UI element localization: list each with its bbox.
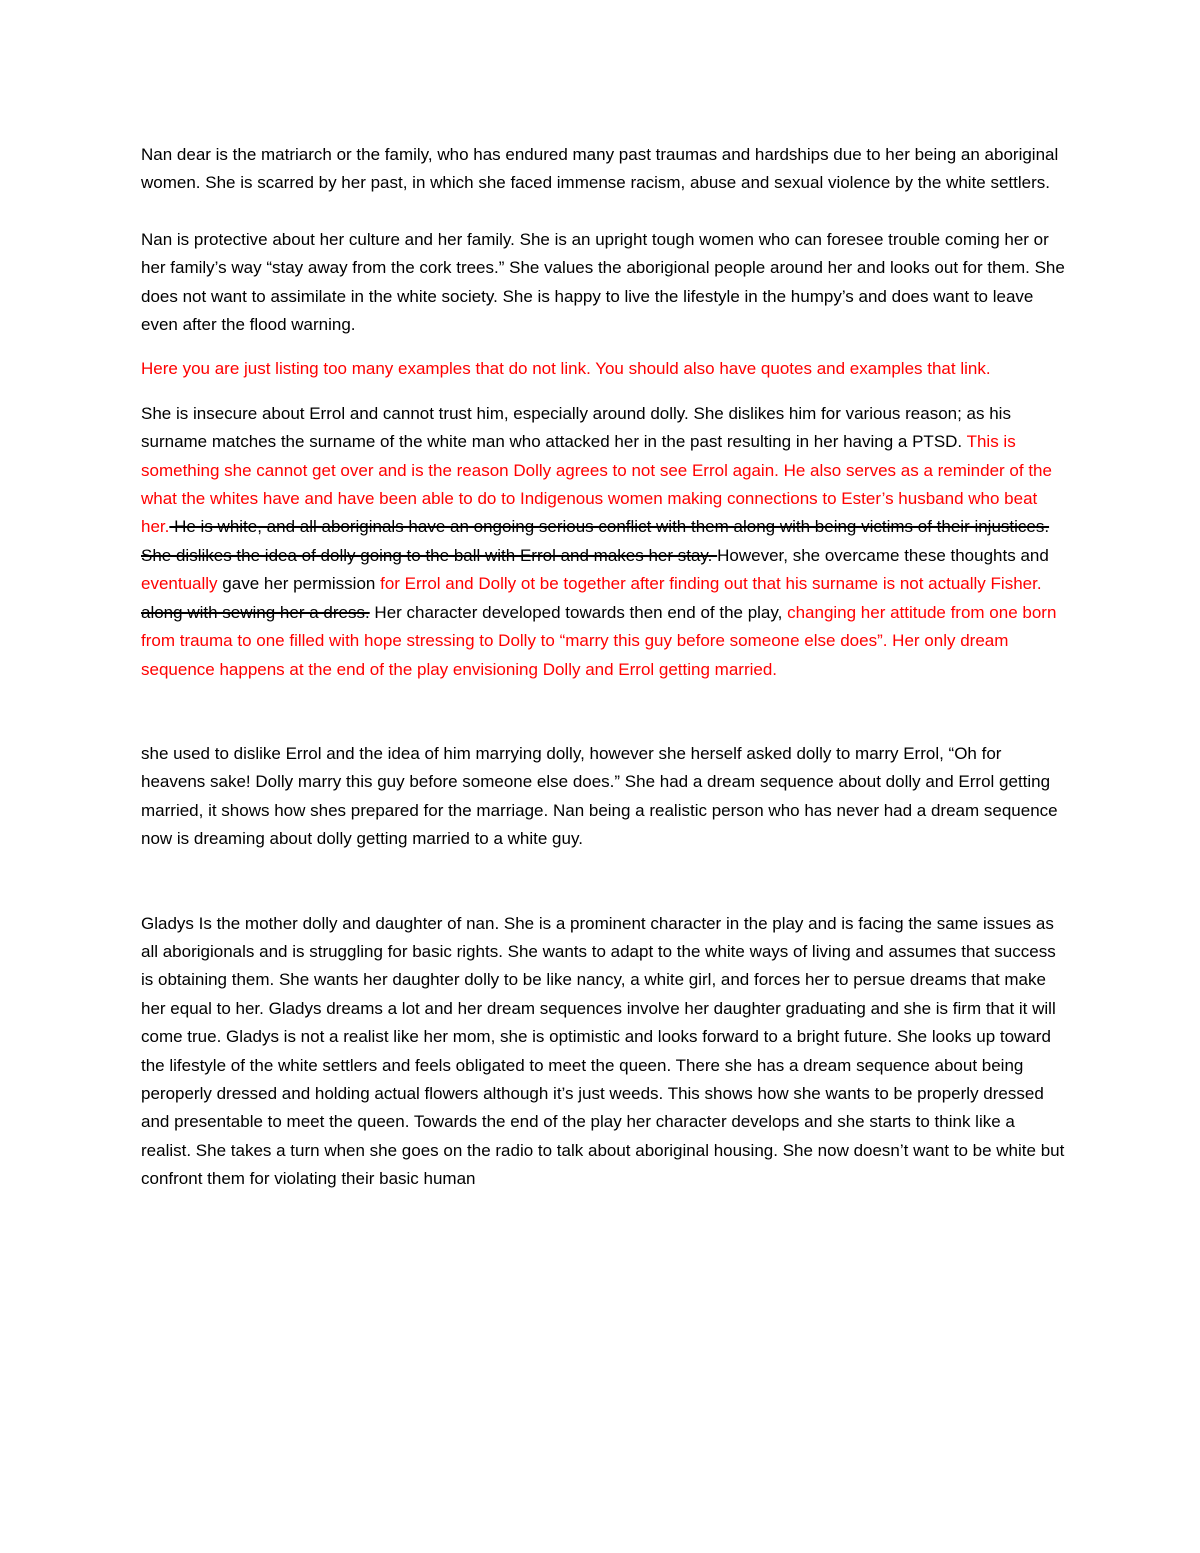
- comment-run: for Errol and Dolly ot be together after finding out that his surname is not actually Fisher.: [380, 574, 1042, 594]
- struck-text-run: along with sewing her a dress.: [141, 602, 370, 622]
- paragraph-nan-intro: Nan dear is the matriarch or the family, who has endured many past traumas and hardships due to her being an aboriginal women. She is scarred by her past, in which she faced immense racism, abuse and sexual violence by the white settlers.: [141, 145, 1059, 193]
- paragraph-gap: [141, 684, 1066, 740]
- text-run: Her character developed towards then end of the play,: [369, 602, 788, 622]
- teacher-comment: Here you are just listing too many examples that do not link. You should also have quotes and examples that link.: [141, 359, 991, 379]
- text-run: gave her permission: [217, 574, 381, 594]
- paragraph-gap: [141, 384, 1066, 400]
- comment-run: changing her attitude from one born from trauma to one filled with hope stressing to Dolly to “marry this guy before someone else does”. Her only dream sequence happens at the end of the play envisioning Dolly and Errol getting married.: [141, 602, 1057, 679]
- paragraph-nan-errol: [141, 400, 1066, 684]
- paragraph-gladys: Gladys Is the mother dolly and daughter of nan. She is a prominent character in the play and is facing the same issues as all aborigionals and is struggling for basic rights. She wants to adapt to the white ways of living and assumes that success is obtaining them. She wants her daughter dolly to be like nancy, a white girl, and forces her to persue dreams that make her equal to her. Gladys dreams a lot and her dream sequences involve her daughter graduating and she is firm that it will come true. Gladys is not a realist like her mom, she is optimistic and looks forward to a bright future. She looks up toward the lifestyle of the white settlers and feels obligated to meet the queen. There she has a dream sequence about being peroperly dressed and holding actual flowers although it’s just weeds. This shows how she wants to be properly dressed and presentable to meet the queen. Towards the end of the play her character develops and she starts to think like a realist. She takes a turn when she goes on the radio to talk about aboriginal housing. She now doesn’t want to be white but confront them for violating their basic human: [141, 913, 1065, 1189]
- comment-run: eventually: [141, 574, 218, 594]
- paragraph-gap: [141, 198, 1066, 226]
- struck-text-run: He is white, and all aboriginals have an ongoing serious conflict with them along with being victims of their injustices. She dislikes the idea of dolly going to the ball with Errol and makes her stay.: [141, 517, 1050, 565]
- document-body: [141, 141, 1066, 1194]
- text-run: However, she overcame these thoughts and: [717, 545, 1049, 565]
- paragraph-gap: [141, 854, 1066, 910]
- text-run: She is insecure about Errol and cannot trust him, especially around dolly. She dislikes him for various reason; as his surname matches the surname of the white man who attacked her in the past resulting in her having a PTSD.: [141, 403, 1011, 452]
- paragraph-gap: [141, 339, 1066, 355]
- paragraph-nan-protective: Nan is protective about her culture and her family. She is an upright tough women who can foresee trouble coming her or her family’s way “stay away from the cork trees.” She values the aborigional people around her and looks out for them. She does not want to assimilate in the white society. She is happy to live the lifestyle in the humpy’s and does want to leave even after the flood warning.: [141, 229, 1065, 335]
- paragraph-nan-dream: she used to dislike Errol and the idea of him marrying dolly, however she herself asked dolly to marry Errol, “Oh for heavens sake! Dolly marry this guy before someone else does.” She had a dream sequence about dolly and Errol getting married, it shows how shes prepared for the marriage. Nan being a realistic person who has never had a dream sequence now is dreaming about dolly getting married to a white guy.: [141, 743, 1058, 849]
- comment-run: This is something she cannot get over and is the reason Dolly agrees to not see Errol again. He also serves as a reminder of the what the whites have and have been able to do to Indigenous women making connections to Ester’s husband who beat her.: [141, 432, 1052, 537]
